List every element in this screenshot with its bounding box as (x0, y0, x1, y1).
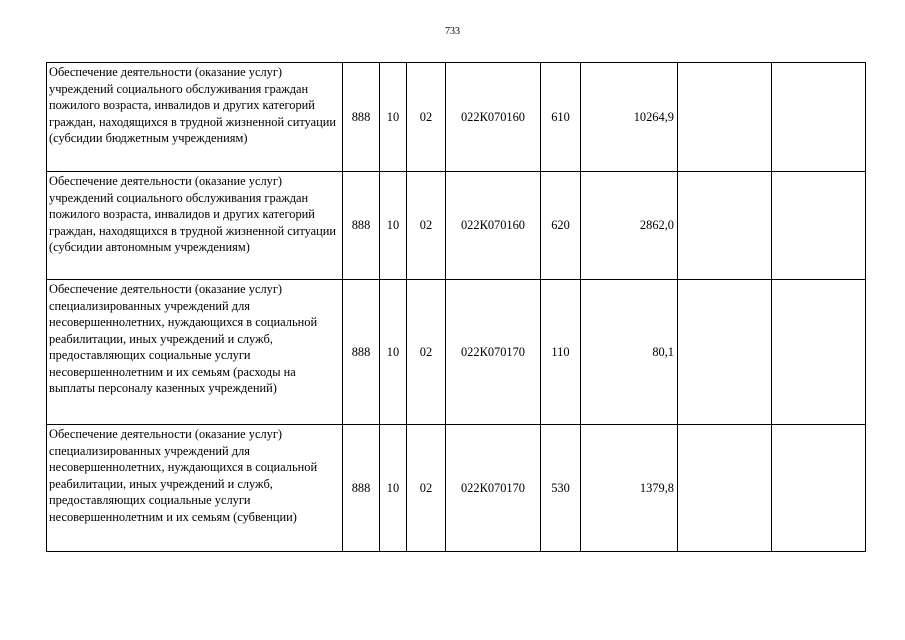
table-row (47, 172, 866, 280)
empty-cell (678, 63, 772, 172)
subsection-code-cell: 02 (407, 425, 446, 552)
section-code-cell: 10 (380, 280, 407, 425)
section-code-cell: 10 (380, 425, 407, 552)
ministry-code-cell: 888 (343, 63, 380, 172)
description-cell: Обеспечение деятельности (оказание услуг) специализированных учреждений для несовершеннолетних, нуждающихся в социальной реабилитации, иных учреждений и служб, предоставляющих социальные услуги несовершеннолетним и их семьям (субвенции) (47, 425, 343, 552)
amount-cell: 2862,0 (581, 172, 678, 280)
target-article-cell: 022К070170 (446, 425, 541, 552)
table-row (47, 280, 866, 425)
budget-table (46, 62, 866, 552)
ministry-code-cell: 888 (343, 172, 380, 280)
empty-cell (772, 425, 866, 552)
section-code-cell: 10 (380, 63, 407, 172)
empty-cell (772, 172, 866, 280)
description-cell: Обеспечение деятельности (оказание услуг) учреждений социального обслуживания граждан пожилого возраста, инвалидов и других категорий граждан, находящихся в трудной жизненной ситуации (субсидии автономным учреждениям) (47, 172, 343, 280)
subsection-code-cell: 02 (407, 172, 446, 280)
expense-type-cell: 530 (541, 425, 581, 552)
target-article-cell: 022К070170 (446, 280, 541, 425)
subsection-code-cell: 02 (407, 280, 446, 425)
expense-type-cell: 110 (541, 280, 581, 425)
target-article-cell: 022К070160 (446, 63, 541, 172)
empty-cell (678, 280, 772, 425)
empty-cell (678, 172, 772, 280)
empty-cell (678, 425, 772, 552)
ministry-code-cell: 888 (343, 425, 380, 552)
page-number: 733 (445, 26, 460, 37)
table-row (47, 425, 866, 552)
target-article-cell: 022К070160 (446, 172, 541, 280)
section-code-cell: 10 (380, 172, 407, 280)
expense-type-cell: 610 (541, 63, 581, 172)
subsection-code-cell: 02 (407, 63, 446, 172)
description-cell: Обеспечение деятельности (оказание услуг) учреждений социального обслуживания граждан пожилого возраста, инвалидов и других категорий граждан, находящихся в трудной жизненной ситуации (субсидии бюджетным учреждениям) (47, 63, 343, 172)
empty-cell (772, 63, 866, 172)
ministry-code-cell: 888 (343, 280, 380, 425)
amount-cell: 1379,8 (581, 425, 678, 552)
expense-type-cell: 620 (541, 172, 581, 280)
description-cell: Обеспечение деятельности (оказание услуг) специализированных учреждений для несовершеннолетних, нуждающихся в социальной реабилитации, иных учреждений и служб, предоставляющих социальные услуги несовершеннолетним и их семьям (расходы на выплаты персоналу казенных учреждений) (47, 280, 343, 425)
empty-cell (772, 280, 866, 425)
amount-cell: 80,1 (581, 280, 678, 425)
amount-cell: 10264,9 (581, 63, 678, 172)
table-row (47, 63, 866, 172)
